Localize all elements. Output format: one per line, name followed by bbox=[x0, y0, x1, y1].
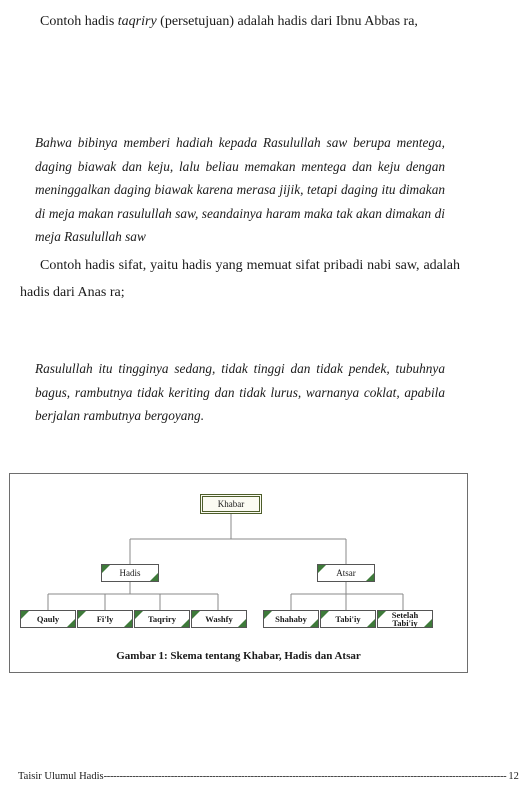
hadis-quote-sifat: Rasulullah itu tingginya sedang, tidak tinggi dan tidak pendek, tubuhnya bagus, rambutnya tidak keriting dan tidak lurus, warnanya coklat, apabila berjalan rambutnya bergoyang. bbox=[35, 361, 445, 423]
shahaby-node-label: Shahaby bbox=[275, 614, 307, 624]
page-footer bbox=[18, 771, 519, 782]
fily-node bbox=[77, 610, 133, 628]
shahaby-node bbox=[263, 610, 319, 628]
setelah-tabiiy-node-label: Setelah Tabi'iy bbox=[391, 610, 419, 628]
setelah-tabiiy-node bbox=[377, 610, 433, 628]
atsar-node bbox=[317, 564, 375, 582]
taqriry-node-label: Taqriry bbox=[147, 614, 177, 624]
atsar-node-label: Atsar bbox=[336, 568, 356, 578]
footer-dot-leader: ------------------------------------------------------------------------------------------------------------------------------ bbox=[103, 771, 507, 782]
hadis-node bbox=[101, 564, 159, 582]
figure-caption: Gambar 1: Skema tentang Khabar, Hadis dan Atsar bbox=[116, 650, 361, 662]
qauly-node-label: Qauly bbox=[36, 614, 60, 624]
fily-node-label: Fi'ly bbox=[96, 614, 114, 624]
hadis-node-label: Hadis bbox=[119, 568, 141, 578]
khabar-schema-figure bbox=[9, 473, 468, 673]
intro-paragraph-taqriry bbox=[40, 14, 418, 30]
page-number: 12 bbox=[508, 771, 519, 782]
washfy-node bbox=[191, 610, 247, 628]
qauly-node bbox=[20, 610, 76, 628]
intro-prefix: Contoh hadis bbox=[40, 14, 118, 29]
khabar-node-label: Khabar bbox=[217, 499, 245, 509]
term-taqriry: taqriry bbox=[117, 14, 157, 29]
tabiiy-node-label: Tabi'iy bbox=[335, 614, 361, 624]
washfy-node-label: Washfy bbox=[205, 614, 233, 624]
intro-suffix: (persetujuan) adalah hadis dari Ibnu Abbas ra, bbox=[156, 14, 418, 29]
hadis-quote-taqriry: Bahwa bibinya memberi hadiah kepada Rasulullah saw berupa mentega, daging biawak dan keju, lalu beliau memakan mentega dan keju dengan meninggalkan daging biawak karena merasa jijik, tetapi daging itu dimakan di meja makan rasulullah saw, seandainya haram maka tak akan dimakan di meja Rasulullah saw bbox=[35, 135, 445, 244]
intro-paragraph-sifat: Contoh hadis sifat, yaitu hadis yang memuat sifat pribadi nabi saw, adalah hadis dari Anas ra; bbox=[20, 258, 460, 300]
khabar-node bbox=[200, 494, 262, 514]
footer-book-title: Taisir Ulumul Hadis bbox=[18, 771, 104, 782]
taqriry-node bbox=[134, 610, 190, 628]
tabiiy-node bbox=[320, 610, 376, 628]
